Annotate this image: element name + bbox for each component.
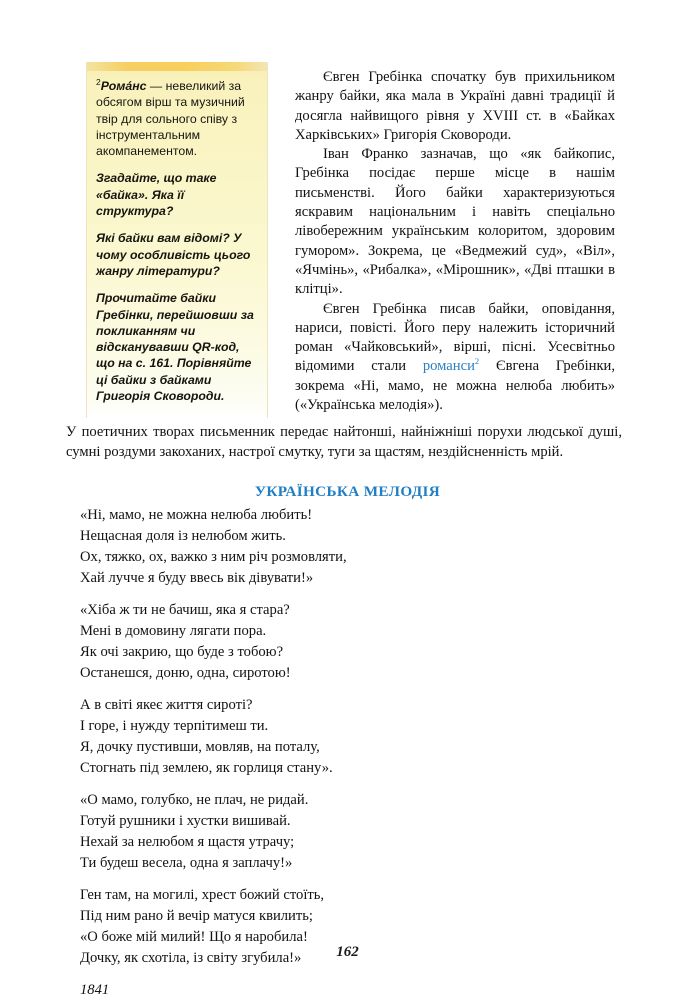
poem-line: Як очі закрию, що буде з тобою? xyxy=(80,644,284,660)
task-item-2: Які байки вам відомі? У чому особливість цього жанру літератури? xyxy=(96,231,251,278)
poem-line: Ген там, на могилі, хрест божий стоїть, xyxy=(80,887,325,903)
poem-stanza xyxy=(80,600,600,684)
definition-text: — невеликий за обсягом вірш та музичний твір для сольного співу з інструментальним акомпанементом. xyxy=(96,79,245,159)
poem-line: Дочку, як схотіла, із світу згубила!» xyxy=(80,950,302,966)
poem-line: Ти будеш весела, одна я заплачу!» xyxy=(80,855,293,871)
info-task-box xyxy=(86,62,268,418)
body-paragraph-4: У поетичних творах письменник передає найтонші, найніжніші порухи людської душі, сумні роздуми закоханих, настрої смутку, туги за щастям, нездійсненність мрій. xyxy=(66,424,622,460)
poem-title: УКРАЇНСЬКА МЕЛОДІЯ xyxy=(254,483,441,500)
task-item-1: Згадайте, що таке «байка». Яка її структура? xyxy=(96,171,217,219)
poem-line: Під ним рано й вечір матуся квилить; xyxy=(80,908,313,924)
romansy-link[interactable] xyxy=(423,358,479,374)
full-width-paragraph-block xyxy=(66,423,622,462)
poem-line: А в світі якеє життя сироті? xyxy=(80,697,253,713)
poem-line: «Хіба ж ти не бачиш, яка я стара? xyxy=(80,602,290,618)
poem-line: Останешся, доню, одна, сиротою! xyxy=(80,665,291,681)
page-number: 162 xyxy=(336,944,359,960)
poem-stanza xyxy=(80,505,600,589)
body-paragraph-2: Іван Франко зазначав, що «як байкопис, Гребінка посідає перше місце в нашім письменстві. Його байки характеризуються яскравим національним і навіть спеціально лівобережним українським колоритом, здоровим гумором». Зокрема, це «Ведмежий суд», «Віл», «Ячмінь», «Рибалка», «Мірошник», «Дві пташки в клітці». xyxy=(295,146,615,298)
romansy-link-label: романси xyxy=(422,358,475,375)
poem-line: Я, дочку пустивши, мовляв, на поталу, xyxy=(80,739,320,755)
poem-line: «О мамо, голубко, не плач, не ридай. xyxy=(80,792,309,808)
romance-definition xyxy=(96,78,256,159)
poem-stanza xyxy=(80,790,600,874)
poem-line: Нехай за нелюбом я щастя утрачу; xyxy=(80,834,295,850)
definition-term: Рома́нс xyxy=(100,79,147,93)
poem-line: Хай лучче я буду ввесь вік дівувати!» xyxy=(80,570,314,586)
romansy-footnote-marker: 2 xyxy=(474,356,480,367)
poem-line: «Ні, мамо, не можна нелюба любить! xyxy=(80,507,313,523)
paragraph-3-text-before: Євген Гребінка писав байки, оповідання, нариси, повісті. Його перу належить історичний роман «Чайковський», вірші, пісні. Усесвітньо відомими стали xyxy=(295,300,615,375)
poem-line: «О боже мій милий! Що я наробила! xyxy=(80,929,308,945)
info-box-top-accent-bar xyxy=(87,62,267,71)
body-paragraph-3 xyxy=(295,300,615,416)
paragraph-3-text-after: Євгена Гребінки, зокрема «Ні, мамо, не можна нелюба любить» («Українська мелодія»). xyxy=(295,358,615,414)
poem-stanza xyxy=(80,695,600,779)
body-paragraph-1: Євген Гребінка спочатку був прихильником жанру байки, яка мала в Україні давні традиції й досягла найвищого рівня у XVIII ст. в «Байках Харківських» Григорія Сковороди. xyxy=(295,69,615,143)
poem-line: Мені в домовину лягати пора. xyxy=(80,623,267,639)
poem-line: Ох, тяжко, ох, важко з ним річ розмовляти, xyxy=(80,549,347,565)
task-item-3: Прочитайте байки Гребінки, перейшовши за покликанням чи відсканувавши QR-код, що на с. 161. Порівняйте ці байки з байками Григорія Сковороди. xyxy=(96,291,254,404)
poem-line: Стогнать під землею, як горлиця стану». xyxy=(80,760,333,776)
info-box-content xyxy=(87,71,267,404)
main-text-column xyxy=(295,68,615,415)
footnote-marker: 2 xyxy=(96,76,101,87)
poem-line: Нещасная доля із нелюбом жить. xyxy=(80,528,286,544)
poem-date: 1841 xyxy=(80,982,110,998)
poem-line: І горе, і нужду терпітимеш ти. xyxy=(80,718,269,734)
poem-body xyxy=(80,505,600,1001)
poem-line: Готуй рушники і хустки вишивай. xyxy=(80,813,291,829)
two-column-zone xyxy=(0,62,695,412)
